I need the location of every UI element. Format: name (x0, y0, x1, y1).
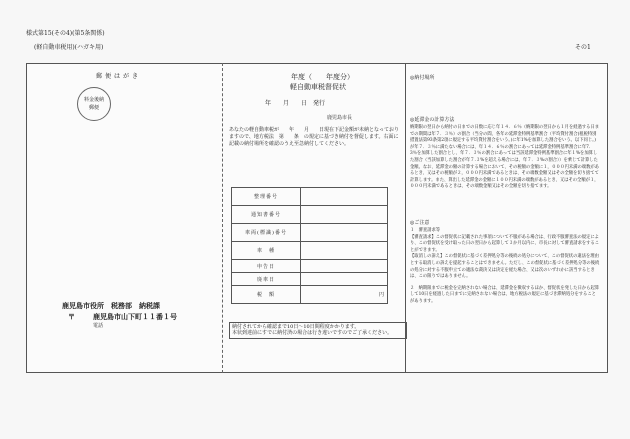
usage-label: (軽自動車税用)(ハガキ用) (34, 44, 104, 51)
table-row (232, 286, 388, 304)
row-label-tsuchisho: 通知書番号 (232, 206, 301, 224)
issue-date: 年 月 日 発行 (265, 100, 326, 107)
postal-mark: 〒 (68, 312, 75, 321)
row-label-seiri: 整理番号 (232, 188, 301, 206)
row-label-haisha: 廃車日 (232, 273, 301, 286)
tax-amount-unit: 円 (301, 286, 388, 304)
fold-line-left (222, 63, 223, 373)
footnote-box (229, 322, 407, 339)
notice-item: 【審査請求】この督促状に記載された事項について不服がある場合は、行政不服審査法の規定により、この督促状を受け取った日の翌日から起算して３か月以内に、市長に対して審査請求をすることができます。 (410, 234, 600, 253)
table-row (232, 260, 388, 273)
row-label-shashu: 車 種 (232, 242, 301, 260)
sender-office: 鹿児島市役所 税務部 納税課 (62, 301, 160, 310)
row-label-shinkoku: 申告日 (232, 260, 301, 273)
notice-item: 【取消しの訴え】この督促状に基づく差押処分等の後続の処分について、この督促状の違法を理由とする取消しの訴えを提起することはできません。ただし、この督促状に基づく差押処分等の後続の処分に対する不服申立ての適法な裁決又は決定を経た場合、又は次のいずれかに該当するときは、この限りではありません。 (410, 254, 600, 280)
table-row (232, 242, 388, 260)
issuer: 鹿児島市長 (327, 115, 353, 121)
sender-unit: 電話 (93, 323, 104, 329)
row-label-zeigaku: 税 額 (232, 286, 301, 304)
stamp-line1: 料金後納 (83, 97, 104, 103)
table-row (232, 224, 388, 242)
notice-item: １ 審査請求等 (410, 228, 441, 233)
postage-stamp-mark (77, 87, 111, 121)
table-row (232, 273, 388, 286)
page-label: その1 (575, 44, 591, 51)
payment-place-heading: ◎納付場所 (410, 75, 435, 81)
footnote-2: 本状到達前にすでに納付済の場合は行き違いですのでご了承ください。 (232, 330, 393, 336)
calc-heading: ◎延滞金の計算方法 (410, 117, 455, 123)
table-row (232, 188, 388, 206)
notice-heading: ◎ご注意 (410, 220, 430, 226)
footnote-1: 納付されてから確認まで10日～10日間程度かかります。 (232, 324, 360, 330)
notice-body: あなたの軽自動車税が 年 月 日現在下記金額が未納となっておりますので、地方税法 第 条 の規定に基づき納付を督促します。右面に記載の納付場所を確認のうえ至急納付してください。 (229, 127, 400, 147)
stamp-line2: 郵便 (88, 105, 99, 111)
sender-address: 鹿児島市山下町１１番１号 (93, 312, 177, 321)
notice-list (410, 228, 600, 306)
form-number: 様式第15(その4)(第5条関係) (26, 30, 105, 37)
postcard-title: 郵便はがき (96, 73, 142, 80)
table-row (232, 206, 388, 224)
row-label-sharyo: 車両(標識)番号 (232, 224, 301, 242)
notice-year: 年度（ 年度分） (291, 73, 354, 81)
notice-title: 軽自動車税督促状 (290, 83, 346, 91)
notice-item: ２ 納期限までに税金を完納されない場合は、延滞金を徴収するほか、督促状を発した日から起算して10日を経過した日までに完納されない場合は、地方税法の規定に基づき滞納処分をすることがあります。 (410, 285, 600, 304)
calc-body: 納期限の翌日から納付の日までの日数に応じ年１４．６％（納期限の翌日から１月を経過する日までの期間は年７．３％）の割合（当分の間、各年の延滞金特例基準割合（平均貸付割合(租税特別措置法第93条第2項に規定する平均貸付割合をいう。)に年1%を加算した割合をいう。以下同じ。)が年７．３％に満たない場合には、年１４．６％の割合にあっては延滞金特例基準割合に年7．3％を加算した割合とし、年７．３％の割合にあっては当該延滞金特例基準割合に年１%を加算した割合（当該加算した割合が年７.３%を超える場合には、年７．３%の割合））を乗じて計算した金額。なお、延滞金の額の計算する場合において、その税額の金額に１，０００円未満の端数があるとき、又はその税額が２，０００円未満であるときは、その端数金額又はその全額を切り捨てて計算します。また、算出した延滞金の金額に１００円未満の端数があるとき、又はその全額が１，０００円未満であるときは、その端数金額又はその全額を切り捨てます。 (410, 125, 600, 190)
notice-ledger-table (231, 187, 388, 304)
